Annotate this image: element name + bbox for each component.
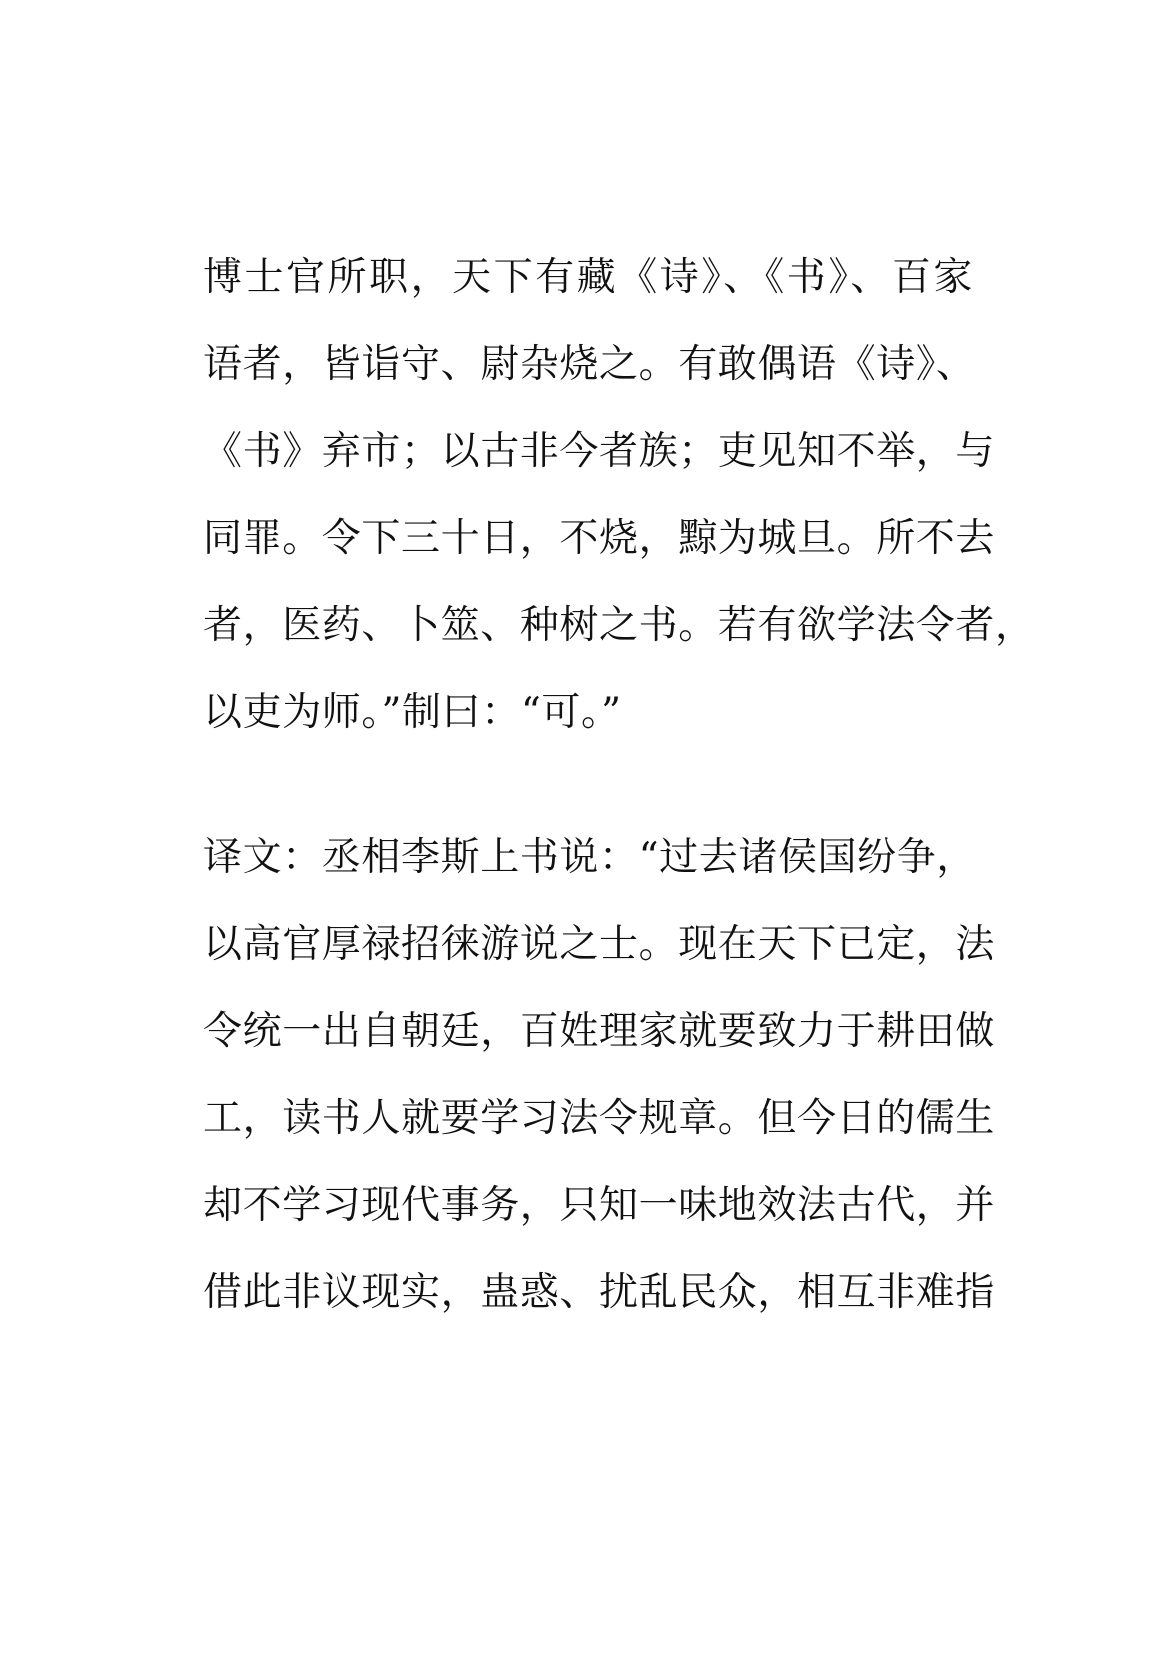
text-line: 译文：丞相李斯上书说：“过去诸侯国纷争，	[203, 835, 976, 880]
text-line: 令统一出自朝廷，百姓理家就要致力于耕田做	[203, 1009, 996, 1054]
text-line: 工，读书人就要学习法令规章。但今日的儒生	[203, 1096, 996, 1141]
text-line: 借此非议现实，蛊惑、扰乱民众，相互非难指	[203, 1270, 996, 1315]
text-line: 《书》弃市；以古非今者族；吏见知不举，与	[203, 429, 996, 474]
text-line: 同罪。令下三十日，不烧，黥为城旦。所不去	[203, 516, 996, 561]
text-line: 语者，皆诣守、尉杂烧之。有敢偶语《诗》、	[203, 342, 976, 387]
text-line: 以吏为师。”制曰：“可。”	[203, 690, 622, 735]
text-line: 以高官厚禄招徕游说之士。现在天下已定，法	[203, 922, 996, 967]
text-line: 博士官所职，天下有藏《诗》、《书》、百家	[203, 255, 973, 300]
text-line: 者，医药、卜筮、种树之书。若有欲学法令者，	[203, 603, 1035, 648]
text-line: 却不学习现代事务，只知一味地效法古代，并	[203, 1183, 996, 1228]
